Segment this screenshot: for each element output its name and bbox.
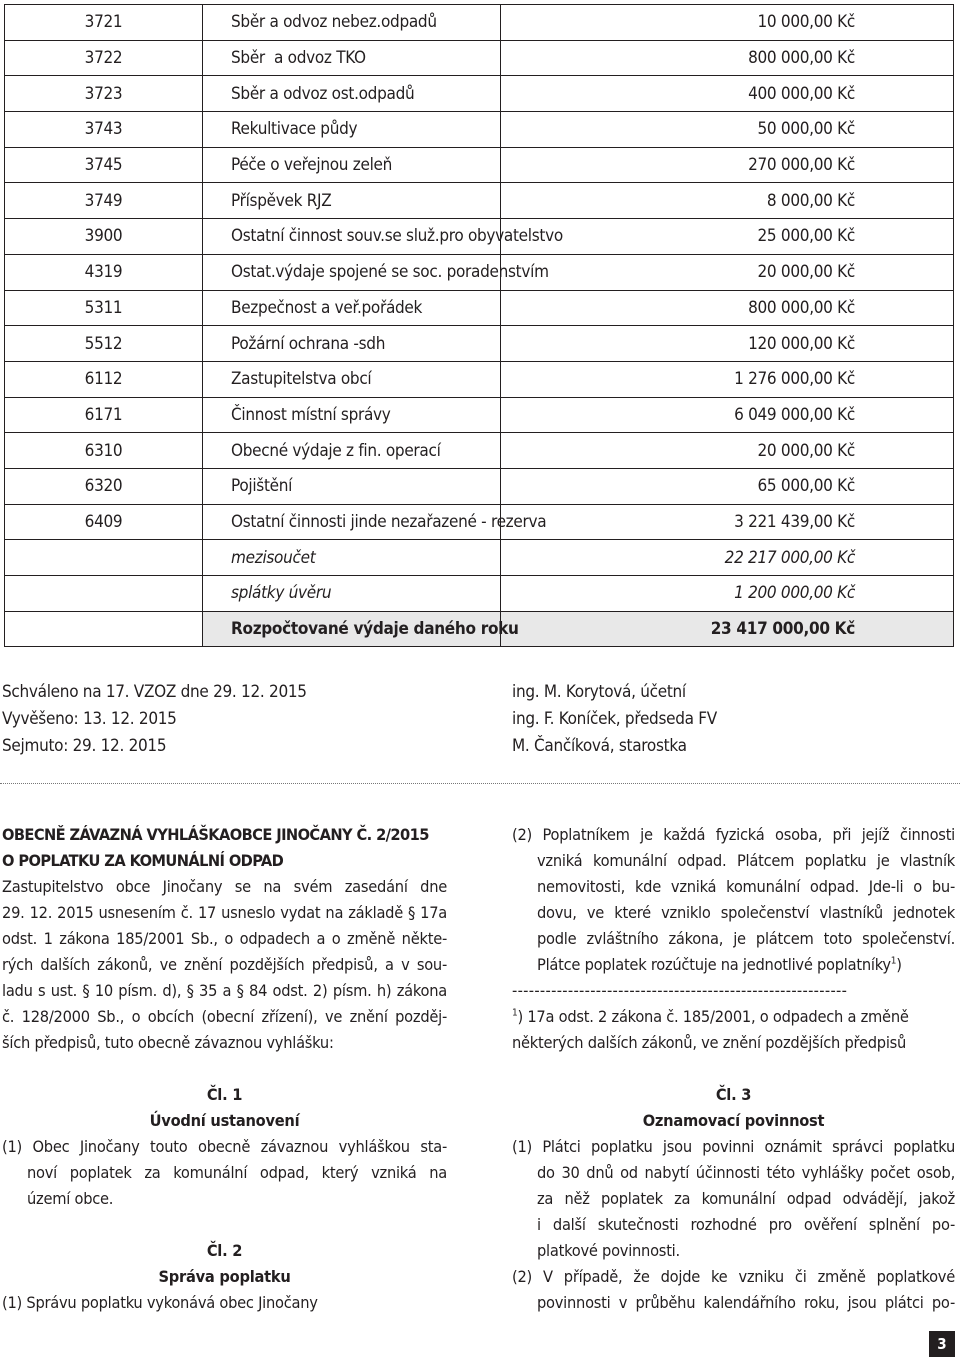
article-2-paragraph-last (512, 952, 955, 978)
article-3-title: Oznamovací povinnost (642, 1111, 825, 1130)
item-name: Zastupitelstva obcí (203, 361, 501, 397)
amount: 50 000,00 Kč (501, 112, 954, 148)
table-row (5, 326, 954, 362)
account-code: 3743 (5, 112, 203, 148)
loan-label: splátky úvěru (203, 576, 501, 612)
item-name: Péče o veřejnou zeleň (203, 147, 501, 183)
intro-line: 29. 12. 2015 usnesením č. 17 usneslo vydat na základě § 17a (2, 903, 447, 922)
table-row (5, 433, 954, 469)
total-row (5, 611, 954, 647)
item-name: Sběr a odvoz ost.odpadů (203, 76, 501, 112)
account-code: 6409 (5, 504, 203, 540)
approval-dates (2, 679, 307, 760)
item-name: Obecné výdaje z fin. operací (203, 433, 501, 469)
account-code: 6310 (5, 433, 203, 469)
intro-line: ladu s ust. § 10 písm. d), § 35 a § 84 odst. 2) písm. h) zákona (2, 981, 447, 1000)
amount: 270 000,00 Kč (501, 147, 954, 183)
account-code: 6320 (5, 468, 203, 504)
signatories (512, 679, 717, 760)
item-name: Ostatní činnosti jinde nezařazené - rezerva (203, 504, 501, 540)
article-3-line: (2) V případě, že dojde ke vzniku či změně poplatkové (512, 1267, 955, 1286)
table-row (5, 290, 954, 326)
closing-paren: ) (896, 955, 902, 974)
account-code: 6112 (5, 361, 203, 397)
article-1-line: (1) Obec Jinočany touto obecně závaznou vyhláškou sta- (2, 1137, 447, 1156)
amount: 20 000,00 Kč (501, 254, 954, 290)
loan-amount: 1 200 000,00 Kč (501, 576, 954, 612)
item-name: Činnost místní správy (203, 397, 501, 433)
intro-line: odst. 1 zákona 185/2001 Sb., o odpadech a o změně někte- (2, 929, 447, 948)
article-1-line: území obce. (27, 1189, 114, 1208)
account-code: 3723 (5, 76, 203, 112)
amount: 800 000,00 Kč (501, 290, 954, 326)
account-code: 3722 (5, 40, 203, 76)
amount: 65 000,00 Kč (501, 468, 954, 504)
article-3-line: i další skutečnosti rozhodné pro ověření splnění po- (537, 1215, 955, 1234)
subtotal-amount: 22 217 000,00 Kč (501, 540, 954, 576)
decree-right-column (512, 822, 955, 1316)
item-name: Ostat.výdaje spojené se soc. poradenstvím (203, 254, 501, 290)
footnote (512, 1004, 955, 1030)
table-row (5, 219, 954, 255)
article-2-paragraph-line: podle zvláštního zákona, je plátcem toto společenství. (537, 929, 955, 948)
amount: 800 000,00 Kč (501, 40, 954, 76)
amount: 25 000,00 Kč (501, 219, 954, 255)
article-2-paragraph-line: (2) Poplatníkem je každá fyzická osoba, při jejíž činnosti (512, 825, 955, 844)
article-2-paragraph-line: nemovitosti, kde vzniká komunální odpad. Jde-li o bu- (537, 877, 955, 896)
amount: 8 000,00 Kč (501, 183, 954, 219)
table-row (5, 40, 954, 76)
budget-table (4, 4, 954, 647)
empty-cell (5, 611, 203, 647)
amount: 120 000,00 Kč (501, 326, 954, 362)
table-row (5, 254, 954, 290)
footnote-separator: ------------------------------------------------------------ (512, 981, 848, 1000)
subtotal-label: mezisoučet (203, 540, 501, 576)
intro-line: Zastupitelstvo obce Jinočany se na svém zasedání dne (2, 877, 447, 896)
page-number: 3 (929, 1331, 955, 1357)
total-label: Rozpočtované výdaje daného roku (203, 611, 501, 647)
dotted-divider (0, 783, 960, 784)
posted-date: Vyvěšeno: 13. 12. 2015 (2, 709, 177, 729)
item-name: Pojištění (203, 468, 501, 504)
amount: 10 000,00 Kč (501, 5, 954, 41)
amount: 1 276 000,00 Kč (501, 361, 954, 397)
article-1-title: Úvodní ustanovení (149, 1111, 300, 1130)
amount: 400 000,00 Kč (501, 76, 954, 112)
table-row (5, 147, 954, 183)
article-2-paragraph-line: dovu, ve které vzniklo společenství vlastníků jednotek (537, 903, 955, 922)
decree-left-column (2, 822, 447, 1316)
empty-cell (5, 540, 203, 576)
table-row (5, 504, 954, 540)
table-row (5, 183, 954, 219)
approved-date: Schváleno na 17. VZOZ dne 29. 12. 2015 (2, 682, 307, 702)
table-row (5, 76, 954, 112)
intro-line: č. 128/2000 Sb., o obcích (obecní zřízení), ve znění pozděj- (2, 1007, 447, 1026)
subtotal-row (5, 540, 954, 576)
total-amount: 23 417 000,00 Kč (501, 611, 954, 647)
item-name: Požární ochrana -sdh (203, 326, 501, 362)
article-3-line: platkové povinnosti. (537, 1241, 680, 1260)
removed-date: Sejmuto: 29. 12. 2015 (2, 736, 167, 756)
table-row (5, 468, 954, 504)
account-code: 5512 (5, 326, 203, 362)
article-3-line: za něž poplatek za komunální odpad odvádějí, jakož (537, 1189, 955, 1208)
article-2-paragraph-line: vzniká komunální odpad. Plátcem poplatku je vlastník (537, 851, 955, 870)
account-code: 6171 (5, 397, 203, 433)
empty-cell (5, 576, 203, 612)
item-name: Rekultivace půdy (203, 112, 501, 148)
account-code: 3900 (5, 219, 203, 255)
item-name: Ostatní činnost souv.se služ.pro obyvatelstvo (203, 219, 501, 255)
footnote-line: některých dalších zákonů, ve znění pozdějších předpisů (512, 1033, 907, 1052)
article-3-line: do 30 dnů od nabytí účinnosti této vyhlášky počet osob, (537, 1163, 955, 1182)
item-name: Sběr a odvoz nebez.odpadů (203, 5, 501, 41)
item-name: Sběr a odvoz TKO (203, 40, 501, 76)
account-code: 5311 (5, 290, 203, 326)
item-name: Příspěvek RJZ (203, 183, 501, 219)
amount: 3 221 439,00 Kč (501, 504, 954, 540)
loan-row (5, 576, 954, 612)
article-2-title: Správa poplatku (158, 1267, 291, 1286)
table-row (5, 361, 954, 397)
decree-subtitle: O POPLATKU ZA KOMUNÁLNÍ ODPAD (2, 851, 284, 870)
article-1-line: noví poplatek za komunální odpad, který vzniká na (27, 1163, 447, 1182)
account-code: 4319 (5, 254, 203, 290)
footnote-reference: 1 (890, 955, 897, 967)
article-2-number: Čl. 2 (206, 1241, 243, 1260)
intro-line: ších předpisů, tuto obecně závaznou vyhlášku: (2, 1033, 334, 1052)
decree-title: OBECNĚ ZÁVAZNÁ VYHLÁŠKAOBCE JINOČANY Č. 2/2015 (2, 825, 429, 844)
footnote-number: 1 (512, 1007, 518, 1019)
article-3-line: (1) Plátci poplatku jsou povinni oznámit správci poplatku (512, 1137, 955, 1156)
footnote-line: ) 17a odst. 2 zákona č. 185/2001, o odpadech a změně (517, 1007, 909, 1026)
account-code: 3721 (5, 5, 203, 41)
article-3-line: povinnosti v průběhu kalendářního roku, jsou plátci po- (537, 1293, 955, 1312)
amount: 6 049 000,00 Kč (501, 397, 954, 433)
account-code: 3745 (5, 147, 203, 183)
table-row (5, 112, 954, 148)
article-3-number: Čl. 3 (715, 1085, 752, 1104)
signatory-chair: ing. F. Koníček, předseda FV (512, 709, 717, 729)
table-row (5, 5, 954, 41)
signatory-accountant: ing. M. Korytová, účetní (512, 682, 686, 702)
article-2-paragraph-line: Plátce poplatek rozúčtuje na jednotlivé poplatníky (537, 955, 891, 974)
article-1-number: Čl. 1 (206, 1085, 243, 1104)
intro-line: rých dalších zákonů, ve znění pozdějších předpisů, a v sou- (2, 955, 447, 974)
table-row (5, 397, 954, 433)
signatory-mayor: M. Čančíková, starostka (512, 736, 687, 756)
amount: 20 000,00 Kč (501, 433, 954, 469)
article-2-line: (1) Správu poplatku vykonává obec Jinočany (2, 1293, 318, 1312)
account-code: 3749 (5, 183, 203, 219)
item-name: Bezpečnost a veř.pořádek (203, 290, 501, 326)
